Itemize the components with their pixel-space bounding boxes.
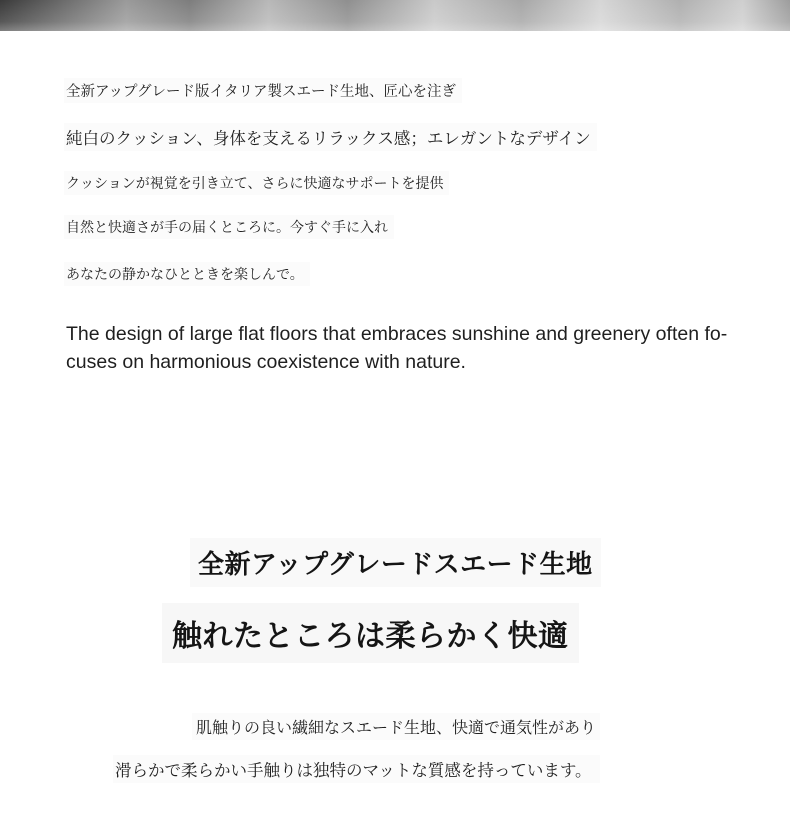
headline-soft-comfort: 触れたところは柔らかく快適 <box>162 603 579 663</box>
top-photo-strip <box>0 0 790 31</box>
intro-line-5: あなたの静かなひとときを楽しんで。 <box>64 262 310 286</box>
intro-line-2: 純白のクッション、身体を支えるリラックス感；エレガントなデザイン <box>64 123 597 151</box>
sub-line-2: 滑らかで柔らかい手触りは独特のマットな質感を持っています。 <box>113 755 600 783</box>
intro-line-1: 全新アップグレード版イタリア製スエード生地、匠心を注ぎ <box>64 78 462 103</box>
english-paragraph: The design of large flat floors that embraces sunshine and greenery often fo-cuses on harmonious coexistence with nature. <box>66 323 728 373</box>
sub-line-1: 肌触りの良い繊細なスエード生地、快適で通気性があり <box>192 713 600 740</box>
intro-line-4: 自然と快適さが手の届くところに。今すぐ手に入れ <box>64 215 394 239</box>
intro-line-3: クッションが視覚を引き立て、さらに快適なサポートを提供 <box>64 171 449 195</box>
headline-upgrade-suede: 全新アップグレードスエード生地 <box>190 538 601 587</box>
